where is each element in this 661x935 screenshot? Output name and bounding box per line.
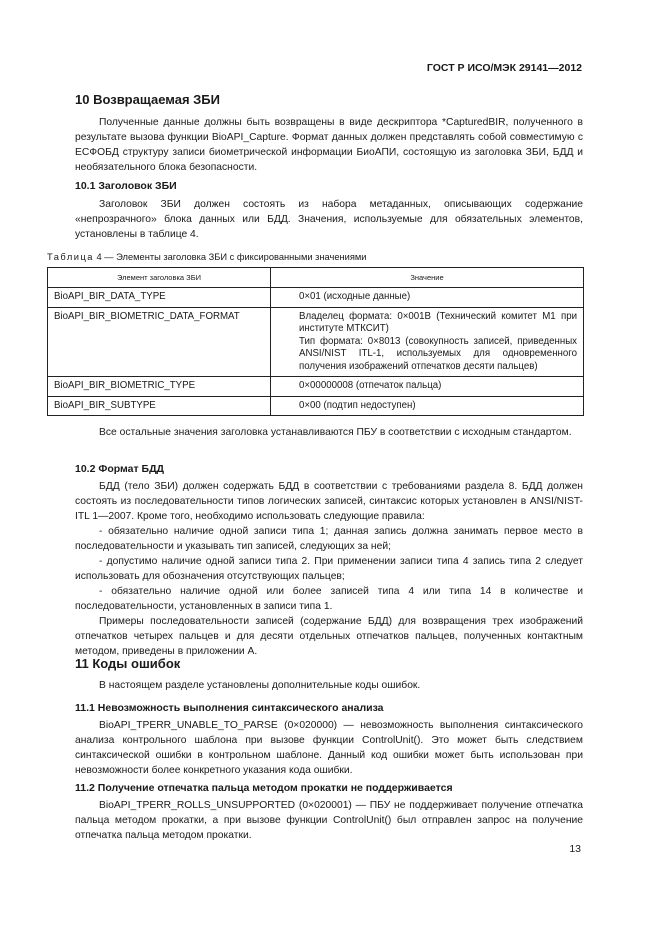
section-11-heading: 11 Коды ошибок bbox=[75, 656, 181, 671]
table-col-header: Элемент заголовка ЗБИ bbox=[48, 268, 271, 288]
table-row bbox=[48, 307, 584, 377]
table-header-row bbox=[48, 268, 584, 288]
section-10-2-body bbox=[75, 479, 583, 659]
section-10-2-heading: 10.2 Формат БДД bbox=[75, 463, 165, 475]
section-11-1-text: BioAPI_TPERR_UNABLE_TO_PARSE (0×020000) — невозможность выполнения синтаксического анализа контрольного шаблона при вызове функции ControlUnit(). Это может быть следствием синтаксической ошибки в контрольном шаблоне. Данный код ошибки может быть использован при невозможности более конкретного указания кода ошибки. bbox=[75, 720, 583, 776]
section-10-2-examples: Примеры последовательности записей (содержание БДД) для возвращения трех изображений отпечатков четырех пальцев и для десяти отдельных отпечатков пальцев, полученных контактным методом, приведены в приложении А. bbox=[75, 616, 583, 657]
table-cell-value-line: Тип формата: 0×8013 (совокупность записей, приведенных ANSI/NIST ITL-1, используемых для одновременного получения изображений отпечатков десяти пальцев) bbox=[299, 335, 577, 372]
section-10-intro: Полученные данные должны быть возвращены в виде дескриптора *CapturedBIR, полученного в результате вызова функции BioAPI_Capture. Формат данных должен представлять собой совместимую с ЕСФОБД структуру записи биометрической информации БиоАПИ, состоящую из заголовка ЗБИ, БДД и необязательного блока безопасности. bbox=[75, 117, 583, 173]
after-table-text: Все остальные значения заголовка устанавливаются ПБУ в соответствии с исходным стандартом. bbox=[99, 427, 572, 438]
list-item: - обязательно наличие одной записи типа 1; данная запись должна занимать первое место в последовательности и указывать тип записей, следующих за ней; bbox=[75, 526, 583, 552]
section-10-2-text: БДД (тело ЗБИ) должен содержать БДД в соответствии с требованиями раздела 8. БДД должен состоять из последовательности типов логических записей, синтаксис которых установлен в ANSI/NIST-ITL 1—2007. Кроме того, необходимо использовать следующие правила: bbox=[75, 481, 583, 522]
table-col-header: Значение bbox=[271, 268, 584, 288]
document-header: ГОСТ Р ИСО/МЭК 29141—2012 bbox=[426, 62, 582, 74]
table-cell-element: BioAPI_BIR_BIOMETRIC_TYPE bbox=[48, 377, 271, 397]
section-11-2-heading: 11.2 Получение отпечатка пальца методом прокатки не поддерживается bbox=[75, 782, 453, 794]
page-number: 13 bbox=[569, 843, 581, 855]
table-row bbox=[48, 288, 584, 308]
table-cell-value-line: Владелец формата: 0×001B (Технический комитет М1 при институте МТКСИТ) bbox=[299, 310, 577, 334]
table-4 bbox=[47, 267, 584, 416]
table-caption-prefix: Таблица bbox=[47, 252, 94, 262]
table-4-caption bbox=[47, 252, 366, 262]
section-11-1-heading: 11.1 Невозможность выполнения синтаксического анализа bbox=[75, 702, 384, 714]
section-11-intro: В настоящем разделе установлены дополнительные коды ошибок. bbox=[99, 680, 421, 691]
table-cell-value bbox=[271, 307, 584, 377]
table-row bbox=[48, 377, 584, 397]
section-10-1-text: Заголовок ЗБИ должен состоять из набора метаданных, описывающих содержание «непрозрачного» блока данных или БДД. Значения, используемые для обязательных элементов, установлены в таблице 4. bbox=[75, 199, 583, 240]
table-cell-element: BioAPI_BIR_DATA_TYPE bbox=[48, 288, 271, 308]
table-caption-text: 4 — Элементы заголовка ЗБИ с фиксированными значениями bbox=[93, 252, 367, 262]
table-cell-element: BioAPI_BIR_BIOMETRIC_DATA_FORMAT bbox=[48, 307, 271, 377]
table-cell-element: BioAPI_BIR_SUBTYPE bbox=[48, 396, 271, 416]
section-10-1-heading: 10.1 Заголовок ЗБИ bbox=[75, 180, 177, 192]
list-item: - обязательно наличие одной или более записей типа 4 или типа 14 в количестве и последовательности, установленных в записи типа 1. bbox=[75, 586, 583, 612]
list-item: - допустимо наличие одной записи типа 2. При применении записи типа 4 запись типа 2 следует использовать для обозначения отсутствующих пальцев; bbox=[75, 556, 583, 582]
table-cell-value: 0×00000008 (отпечаток пальца) bbox=[271, 377, 584, 397]
section-11-2-text: BioAPI_TPERR_ROLLS_UNSUPPORTED (0×020001) — ПБУ не поддерживает получение отпечатка пальца методом прокатки, а при вызове функции ControlUnit() был отправлен запрос на получение отпечатка пальца методом прокатки. bbox=[75, 800, 583, 841]
table-row bbox=[48, 396, 584, 416]
table-cell-value: 0×00 (подтип недоступен) bbox=[271, 396, 584, 416]
section-10-heading: 10 Возвращаемая ЗБИ bbox=[75, 92, 220, 107]
table-cell-value: 0×01 (исходные данные) bbox=[271, 288, 584, 308]
